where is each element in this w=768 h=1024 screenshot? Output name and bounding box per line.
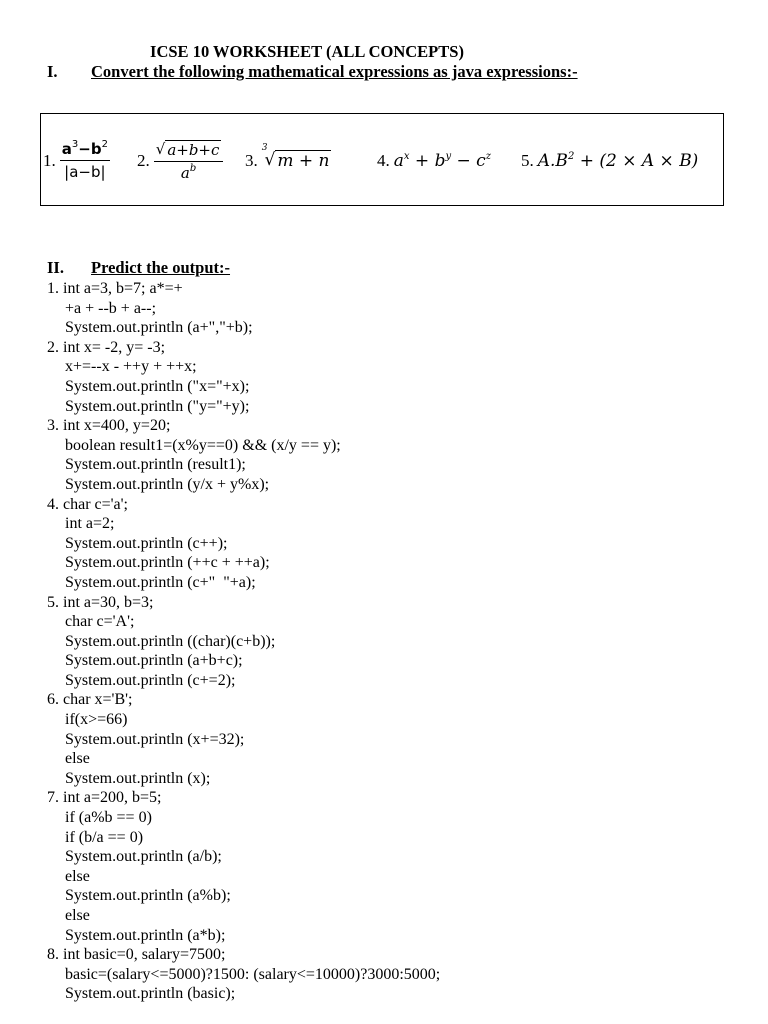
expression-3-label: 3. [245,150,258,170]
expression-2 [137,114,223,207]
question-line: 8. int basic=0, salary=7500; [47,946,226,964]
expression-1-fraction [60,140,110,181]
question-line: else [65,867,90,885]
expression-5-label: 5. [521,150,534,170]
section-2-text: Predict the output:- [91,258,231,277]
question-line: System.out.println ("x="+x); [65,377,250,395]
expression-4-label: 4. [377,150,390,170]
question-line: System.out.println (x); [65,769,211,787]
question-line: 2. int x= -2, y= -3; [47,338,166,356]
question-line: System.out.println (++c + ++a); [65,554,270,572]
expression-3-radicand: m + n [277,151,330,171]
question-line: System.out.println ("y="+y); [65,397,250,415]
expression-2-label: 2. [137,150,150,170]
question-line: System.out.println (a/b); [65,848,222,866]
predict-output-questions [47,279,727,1004]
question-line: else [65,750,90,768]
expression-1 [43,114,110,207]
worksheet-title: ICSE 10 WORKSHEET (ALL CONCEPTS) [150,42,464,61]
question-line: System.out.println (a*b); [65,926,226,944]
question-line: System.out.println (basic); [65,985,236,1003]
question-line: if (b/a == 0) [65,828,144,846]
question-line: System.out.println (result1); [65,456,246,474]
cube-root-index: 3 [261,143,268,153]
question-line: if(x>=66) [65,711,128,729]
expression-4-formula: $a^x + b^y - c^z$ [393,150,491,171]
question-line: System.out.println (a+b+c); [65,652,243,670]
question-line: System.out.println (c+=2); [65,671,236,689]
question-line: System.out.println (a%b); [65,887,231,905]
question-line: System.out.println (x+=32); [65,730,245,748]
expression-1-label: 1. [43,150,56,170]
section-1-text: Convert the following mathematical expressions as java expressions:- [91,62,578,81]
expression-1-numerator: $a^3-b^2$ [60,140,110,161]
question-line: if (a%b == 0) [65,809,152,827]
expression-5 [521,114,698,207]
question-line: 6. char x='B'; [47,691,133,709]
question-line: System.out.println (y/x + y%x); [65,475,270,493]
expression-2-numerator: √ a+b+c [154,140,224,162]
question-line: System.out.println ((char)(c+b)); [65,632,276,650]
question-line: System.out.println (a+","+b); [65,319,253,337]
section-2-number: II. [47,258,64,277]
expression-2-denominator: $a^b$ [180,162,197,182]
sqrt-icon: √ [155,139,166,158]
expression-3-cube-root [261,143,332,171]
question-line: char c='A'; [65,613,135,631]
expression-5-formula: $A.B^2 + (2 \times A \times B)$ [537,150,699,171]
section-2-heading [47,258,230,278]
question-line: 1. int a=3, b=7; a*=+ [47,280,183,297]
expression-2-fraction [154,140,224,182]
expression-4 [377,114,491,207]
question-line: System.out.println (c+" "+a); [65,573,256,591]
question-line: 4. char c='a'; [47,495,128,513]
question-line: 3. int x=400, y=20; [47,417,171,435]
expression-1-denominator: |a−b| [64,163,106,181]
section-1-number: I. [47,62,58,81]
question-line: x+=--x - ++y + ++x; [65,358,197,376]
question-line: int a=2; [65,515,115,533]
question-line: +a + --b + a--; [65,299,157,317]
question-line: 5. int a=30, b=3; [47,593,154,611]
expressions-box [40,113,724,206]
cube-root-icon: √ [264,150,276,170]
question-line: 7. int a=200, b=5; [47,789,162,807]
question-line: boolean result1=(x%y==0) && (x/y == y); [65,436,341,454]
expression-3 [245,114,331,207]
question-line: else [65,907,90,924]
question-line: basic=(salary<=5000)?1500: (salary<=10000)?3000:5000; [65,965,441,983]
question-line: System.out.println (c++); [65,534,228,552]
section-1-heading [47,62,578,82]
